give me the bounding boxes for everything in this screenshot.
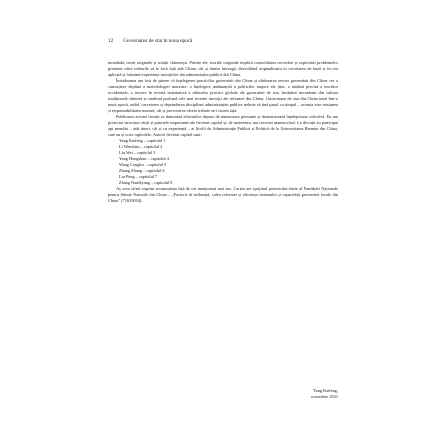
closing-paragraph: Aș vrea să-mi exprim recunoștința față de cei menționați mai sus. Cartea are sprijinul proiectului-cheie al Fundației Naționale pentru Științe Naturale din China – „Factorii de influență, calea reformei și eficiența sistemului și capacității guvernării locale din China” (71633004). [108, 186, 338, 204]
paragraph-1: mondială, teorii originale și soluții chinezești. Printre ele, teoriile originale implică consolidarea cercetării și explorării problemelor prezente către treburile să le facă față atât China, cât și lumea întreagă, dezvoltând originalitatea în cercetarea de bază și în cea aplicată și folosind experiența inovațiilor din administrația publică din China. [108, 60, 338, 78]
contributor-item: Zhang Nandiyang – capitolul 8 [119, 180, 173, 186]
paragraph-3: Publicarea acestei lucrări se datorează eforturilor depuse de numeroase persoane și demonstrează înțelepciune colectivă. Eu am proiectat structura cărții și punctele importante ale fiecărui capitol și, de asemenea, am corectat manuscrisul. La discuții au participat opt membri – atât tineri, cât și cu experiență – ai Școlii de Administrație Publică și Politică de la Universitatea Renmin din China, care au și scris capitolele. Autorii fiecărui capitol sunt: [108, 114, 338, 138]
contributor-item: Wang Conghu – capitolul 5 [119, 162, 167, 168]
body-text [108, 60, 338, 204]
contributor-list [108, 138, 338, 186]
contributor-item: Li Wenzhao – capitolul 2 [119, 144, 163, 150]
contributor-item: Liu Peng – capitolul 7 [119, 174, 158, 180]
signature [108, 388, 338, 400]
contributor-item: Zhang Zhang – capitolul 6 [119, 168, 165, 174]
contributor-item: Yang Kaifeng – capitolul 1 [119, 138, 166, 144]
signature-author: Yang Kaifeng, [313, 388, 338, 393]
running-title: Guvernarea de stat în noua epocă [123, 38, 193, 44]
contributor-item: Yang Hongshan – capitolul 4 [119, 156, 169, 162]
contributor-item: Liu Wei – capitolul 3 [119, 150, 156, 156]
page-number: 12 [108, 38, 114, 44]
signature-date: octombrie 2021 [310, 394, 338, 400]
paragraph-2: Întotdeauna am fost de părere că înțelegerea practicilor guvernării din China și elaborarea teoriei guvernării din China cer o cunoaștere deplină a metodologiei marxiste, o înțelegere amănunțită a politicilor majore ale țării, o analiză precisă a teoriilor occidentale, o trecere în revistă sistematică a ultimelor practici globale ale guvernării de stat, învățând necontenit din cultura tradițională chineză și studiind profund cele mai recente inovații ale reformei din China. Guvernarea de stat din China intră într-o nouă epocă, astfel, cercetarea și deprinderea disciplinei administrației publice trebuie să țină pasul cu timpul – aceasta este misiunea și responsabilitatea noastră, cât și provocarea căreia trebuie să-i facem față. [108, 78, 338, 114]
running-header [108, 38, 192, 45]
